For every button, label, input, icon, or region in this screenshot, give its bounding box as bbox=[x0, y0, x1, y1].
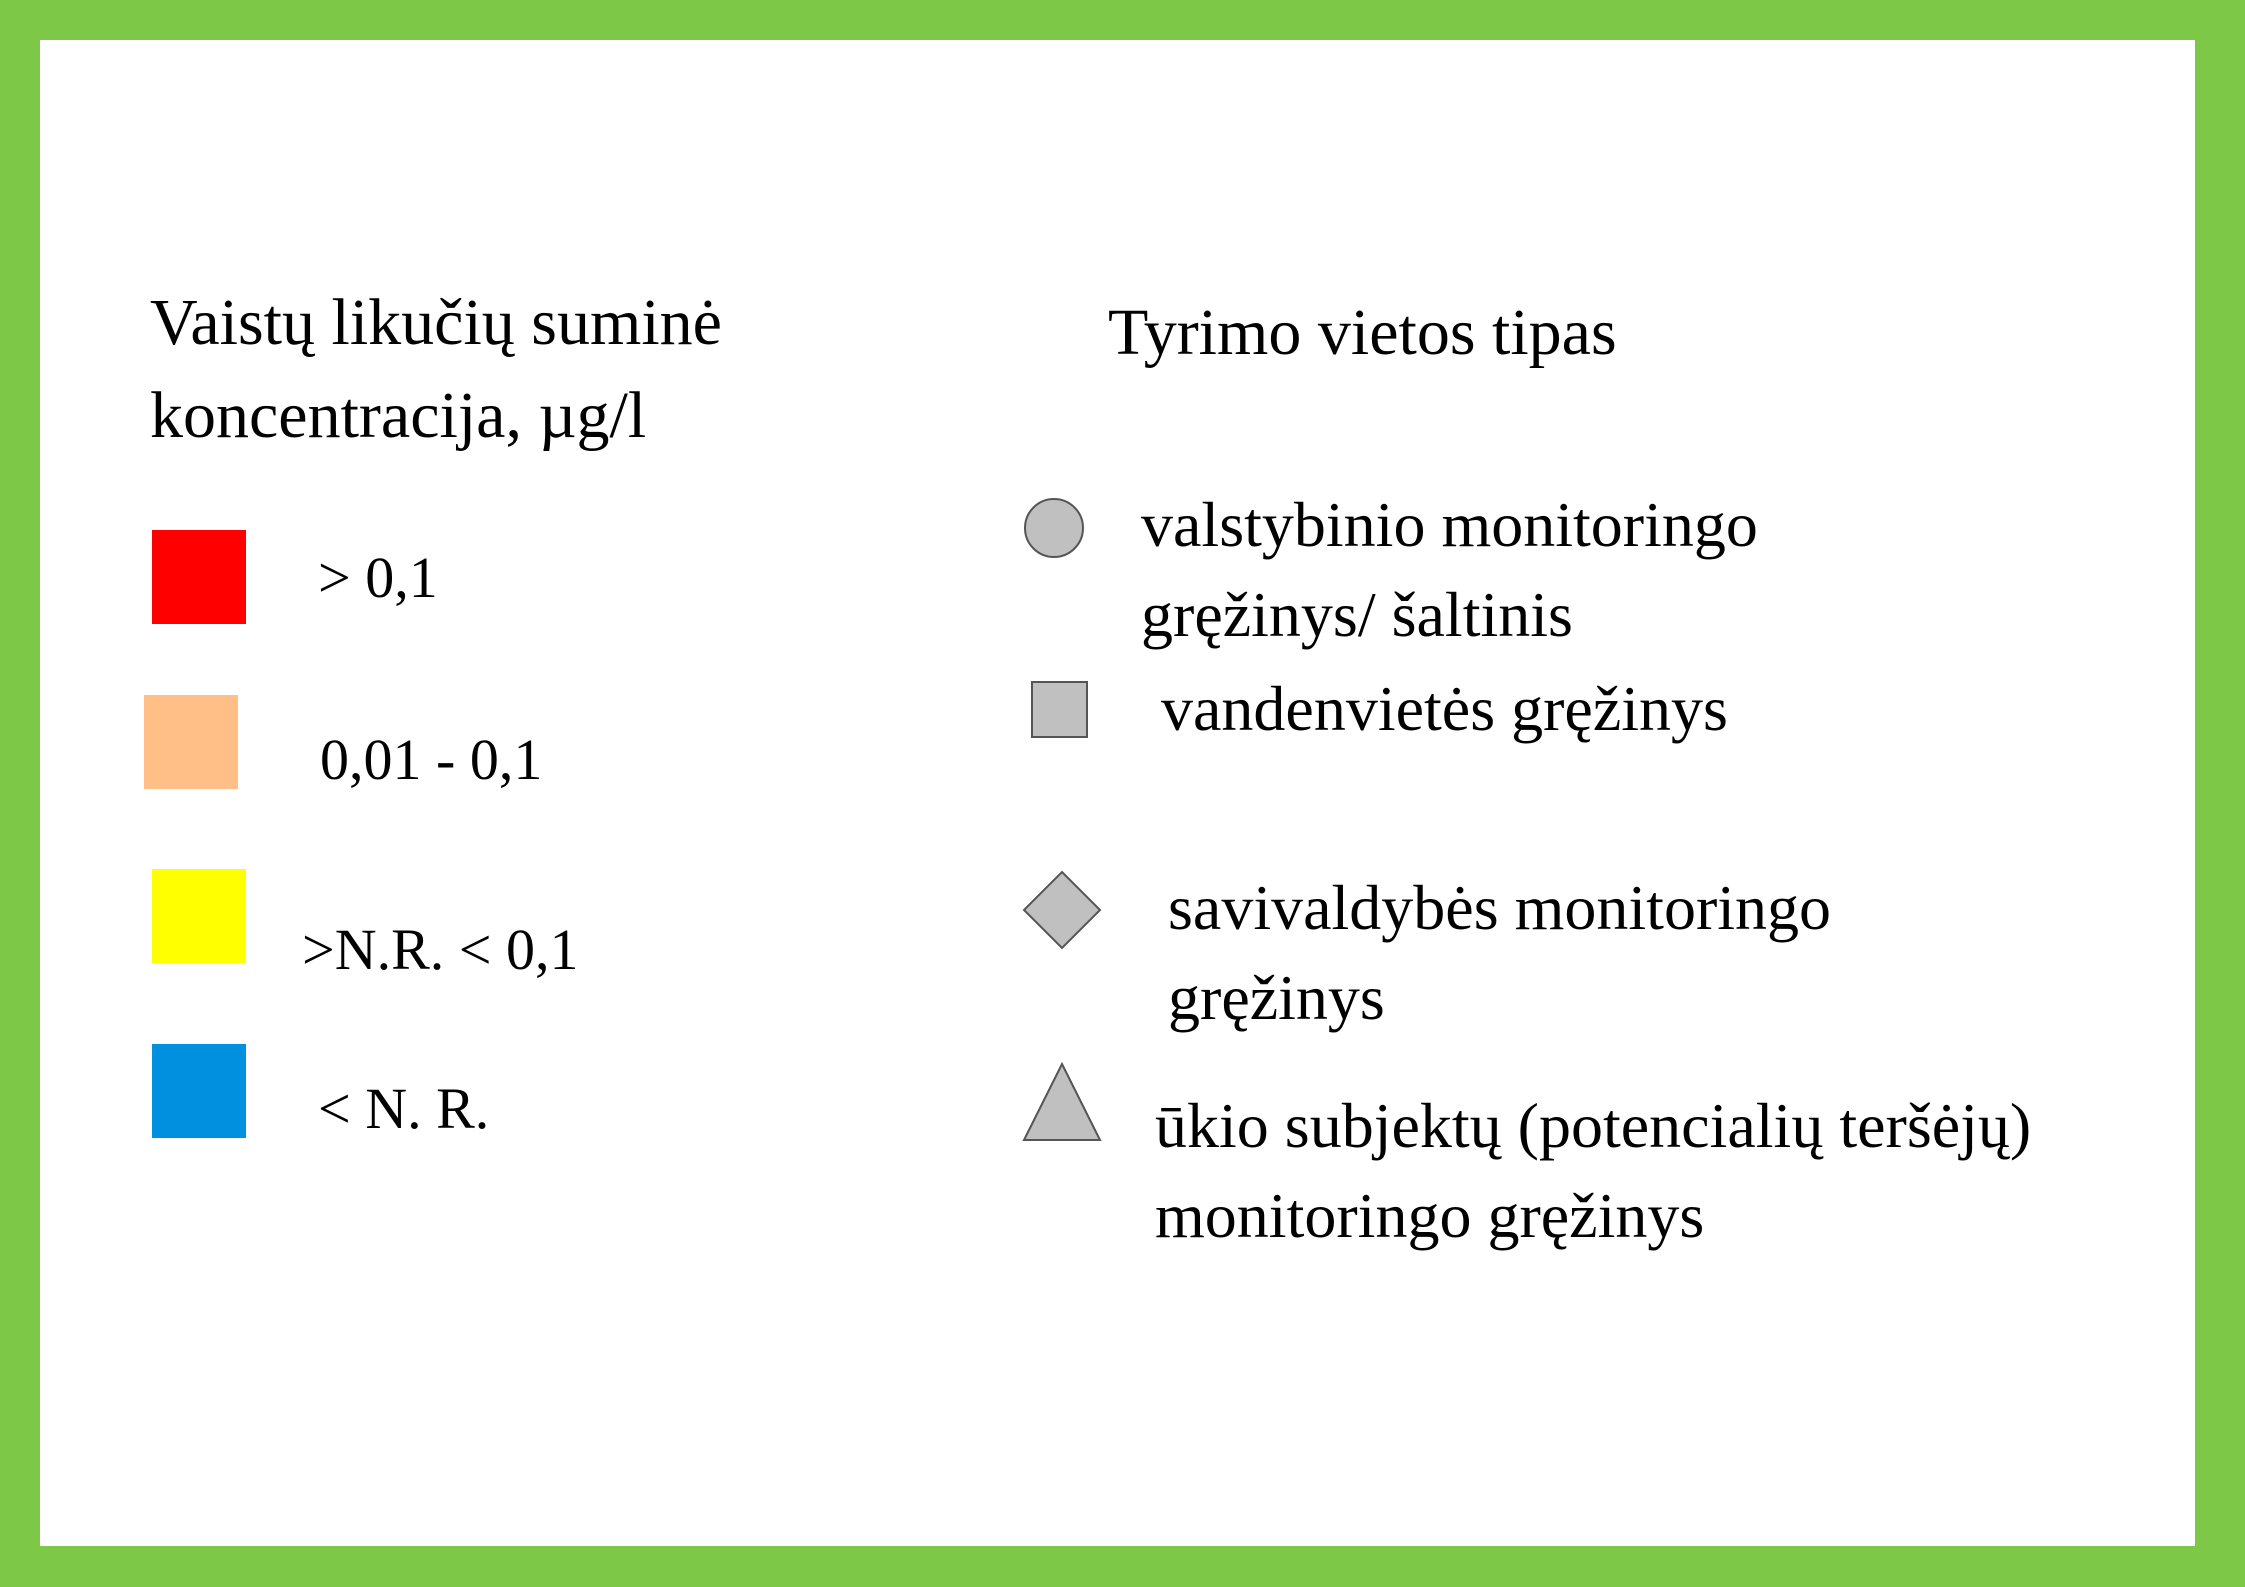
site-label-business-monitoring bbox=[1155, 1081, 2031, 1261]
diamond-icon bbox=[1022, 870, 1102, 950]
site-label-line: valstybinio monitoringo bbox=[1141, 489, 1758, 560]
concentration-label: > 0,1 bbox=[318, 545, 438, 610]
concentration-label: < N. R. bbox=[318, 1076, 490, 1141]
swatch-orange bbox=[144, 695, 238, 789]
circle-icon bbox=[1022, 496, 1086, 560]
site-label-line: gręžinys/ šaltinis bbox=[1141, 579, 1573, 650]
site-label-line: savivaldybės monitoringo bbox=[1168, 872, 1832, 943]
legend-panel bbox=[40, 40, 2195, 1546]
site-label-line: ūkio subjektų (potencialių teršėjų) bbox=[1155, 1090, 2032, 1161]
swatch-red bbox=[152, 530, 246, 624]
square-icon bbox=[1030, 680, 1090, 740]
concentration-title-line-1: Vaistų likučių suminė bbox=[150, 286, 722, 359]
site-legend-title bbox=[1108, 286, 1617, 379]
concentration-label: >N.R. < 0,1 bbox=[302, 917, 579, 982]
swatch-yellow bbox=[152, 869, 246, 963]
site-label-line: monitoringo gręžinys bbox=[1155, 1180, 1705, 1251]
concentration-title-line-2: koncentracija, µg/l bbox=[150, 379, 647, 452]
site-label-line: vandenvietės gręžinys bbox=[1161, 673, 1728, 744]
concentration-label: 0,01 - 0,1 bbox=[320, 727, 543, 792]
site-label-water-supply bbox=[1161, 664, 1728, 754]
site-title-text: Tyrimo vietos tipas bbox=[1108, 296, 1617, 369]
triangle-icon bbox=[1021, 1062, 1103, 1142]
site-label-state-monitoring bbox=[1141, 480, 1758, 660]
site-label-municipal-monitoring bbox=[1168, 863, 1831, 1043]
site-label-line: gręžinys bbox=[1168, 962, 1385, 1033]
concentration-legend-title bbox=[150, 276, 722, 462]
swatch-blue bbox=[152, 1044, 246, 1138]
